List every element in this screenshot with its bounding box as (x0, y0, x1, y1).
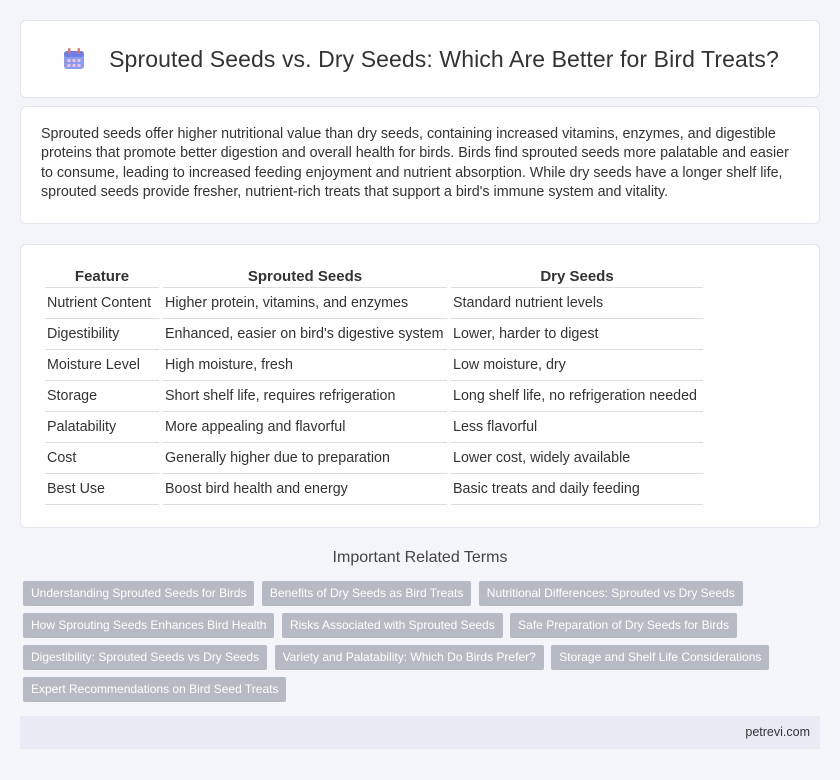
page-footer (20, 716, 820, 749)
related-term-link[interactable]: Understanding Sprouted Seeds for Birds (23, 581, 254, 606)
table-cell: Palatability (45, 412, 159, 443)
table-cell: Standard nutrient levels (451, 288, 703, 319)
table-cell: Digestibility (45, 319, 159, 350)
header-dry: Dry Seeds (451, 265, 703, 288)
related-term-link[interactable]: Variety and Palatability: Which Do Birds Prefer? (275, 645, 544, 670)
page-title: Sprouted Seeds vs. Dry Seeds: Which Are Better for Bird Treats? (109, 45, 779, 72)
table-cell: Moisture Level (45, 350, 159, 381)
comparison-table (41, 265, 707, 505)
related-term-link[interactable]: Nutritional Differences: Sprouted vs Dry Seeds (479, 581, 743, 606)
table-cell: Nutrient Content (45, 288, 159, 319)
table-cell: Best Use (45, 474, 159, 505)
related-term-link[interactable]: Safe Preparation of Dry Seeds for Birds (510, 613, 737, 638)
table-row (45, 350, 703, 381)
table-row (45, 319, 703, 350)
intro-paragraph: Sprouted seeds offer higher nutritional value than dry seeds, containing increased vitamins, enzymes, and digestible proteins that promote better digestion and overall health for birds. Birds find sprouted seeds more palatable and easier to consume, leading to increased feeding enjoyment and nutrient absorption. While dry seeds have a longer shelf life, sprouted seeds provide fresher, nutrient-rich treats that support a bird's immune system and vitality. (41, 126, 789, 200)
comparison-section (20, 244, 820, 528)
related-term-link[interactable]: Expert Recommendations on Bird Seed Treats (23, 677, 286, 702)
table-cell: Higher protein, vitamins, and enzymes (163, 288, 447, 319)
page-header (20, 20, 820, 98)
table-row (45, 412, 703, 443)
table-cell: Low moisture, dry (451, 350, 703, 381)
table-cell: Lower, harder to digest (451, 319, 703, 350)
table-row (45, 381, 703, 412)
table-cell: Short shelf life, requires refrigeration (163, 381, 447, 412)
table-cell: Long shelf life, no refrigeration needed (451, 381, 703, 412)
table-cell: Boost bird health and energy (163, 474, 447, 505)
table-cell: High moisture, fresh (163, 350, 447, 381)
table-cell: Lower cost, widely available (451, 443, 703, 474)
intro-section (20, 106, 820, 224)
table-header-row (45, 265, 703, 288)
table-cell: Less flavorful (451, 412, 703, 443)
table-cell: Storage (45, 381, 159, 412)
footer-site-link[interactable]: petrevi.com (745, 725, 810, 739)
header-feature: Feature (45, 265, 159, 288)
table-cell: Basic treats and daily feeding (451, 474, 703, 505)
table-cell: Enhanced, easier on bird's digestive system (163, 319, 447, 350)
related-terms-heading: Important Related Terms (332, 549, 508, 566)
table-cell: Cost (45, 443, 159, 474)
related-term-link[interactable]: Storage and Shelf Life Considerations (551, 645, 769, 670)
table-row (45, 288, 703, 319)
table-row (45, 443, 703, 474)
calendar-icon (61, 46, 87, 72)
related-terms-list (23, 581, 823, 709)
table-row (45, 474, 703, 505)
related-term-link[interactable]: Benefits of Dry Seeds as Bird Treats (262, 581, 471, 606)
related-term-link[interactable]: Risks Associated with Sprouted Seeds (282, 613, 503, 638)
table-cell: Generally higher due to preparation (163, 443, 447, 474)
table-cell: More appealing and flavorful (163, 412, 447, 443)
header-sprouted: Sprouted Seeds (163, 265, 447, 288)
related-term-link[interactable]: Digestibility: Sprouted Seeds vs Dry Seeds (23, 645, 267, 670)
related-term-link[interactable]: How Sprouting Seeds Enhances Bird Health (23, 613, 274, 638)
